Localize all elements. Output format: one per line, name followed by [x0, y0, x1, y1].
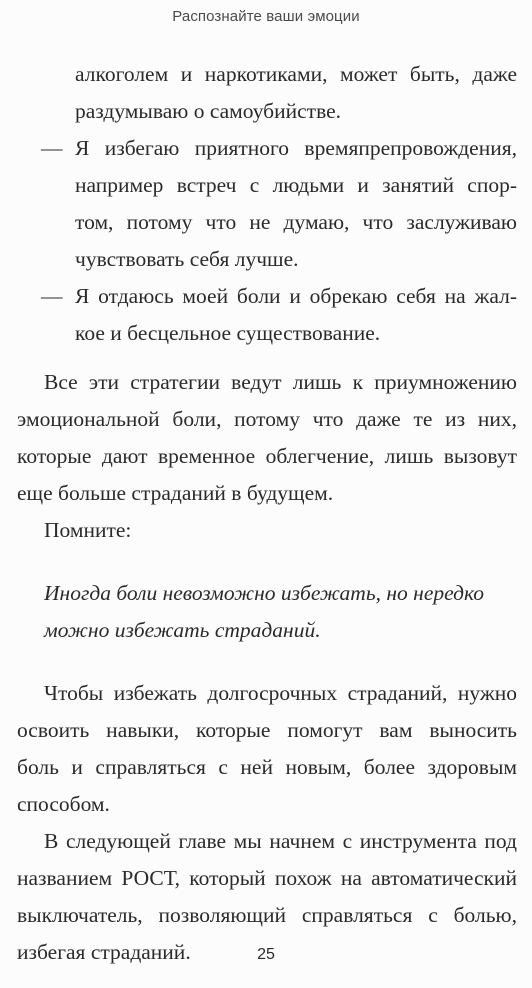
text-line: Иногда боли невозможно избежать, но нередко — [44, 581, 484, 605]
text-line — [41, 130, 517, 167]
page-number: 25 — [257, 946, 275, 963]
list-continuation — [0, 56, 532, 130]
list-item — [0, 278, 532, 352]
text-line — [41, 278, 517, 315]
text-line: кое и бесцельное существование. — [75, 321, 381, 345]
text-line: чувствовать себя лучше. — [75, 247, 299, 271]
paragraph — [0, 364, 532, 512]
text-line: Чтобы избежать долгосрочных страданий, нужно — [44, 681, 517, 705]
list-dash: — — [41, 136, 63, 160]
text-line: эмоциональной боли, потому что даже те из них, — [17, 407, 517, 431]
text-line: алкоголем и наркотиками, может быть, даже — [75, 62, 517, 86]
running-header: Распознайте ваши эмоции — [172, 8, 360, 25]
text-line: еще больше страданий в будущем. — [17, 481, 334, 505]
text-line: которые дают временное облегчение, лишь вызовут — [17, 444, 517, 468]
text-line: боль и справляться с ней новым, более здоровым — [17, 755, 517, 779]
text-line: например встреч с людьми и занятий спор- — [75, 173, 517, 197]
text-line: названием РОСТ, который похож на автоматический — [17, 866, 517, 890]
text-line: освоить навыки, которые помогут вам выносить — [17, 718, 517, 742]
quote — [0, 575, 532, 649]
list-item-text: Я отдаюсь моей боли и обрекаю себя на жал- — [75, 284, 517, 308]
text-line: избегая страданий. — [17, 940, 191, 964]
paragraph — [0, 675, 532, 823]
list-item — [0, 130, 532, 278]
text-line: Все эти стратегии ведут лишь к приумножению — [44, 370, 517, 394]
text-line: можно избежать страданий. — [44, 618, 321, 642]
list-dash: — — [41, 284, 63, 308]
remember-line: Помните: — [44, 518, 132, 542]
text-line: том, потому что не думаю, что заслуживаю — [75, 210, 517, 234]
page-body — [0, 56, 532, 971]
list-item-text: Я избегаю приятного времяпрепровождения, — [75, 136, 517, 160]
text-line: В следующей главе мы начнем с инструмента под — [44, 829, 517, 853]
text-line: способом. — [17, 792, 110, 816]
text-line: раздумываю о самоубийстве. — [75, 99, 342, 123]
text-line: выключатель, позволяющий справляться с болью, — [17, 903, 517, 927]
